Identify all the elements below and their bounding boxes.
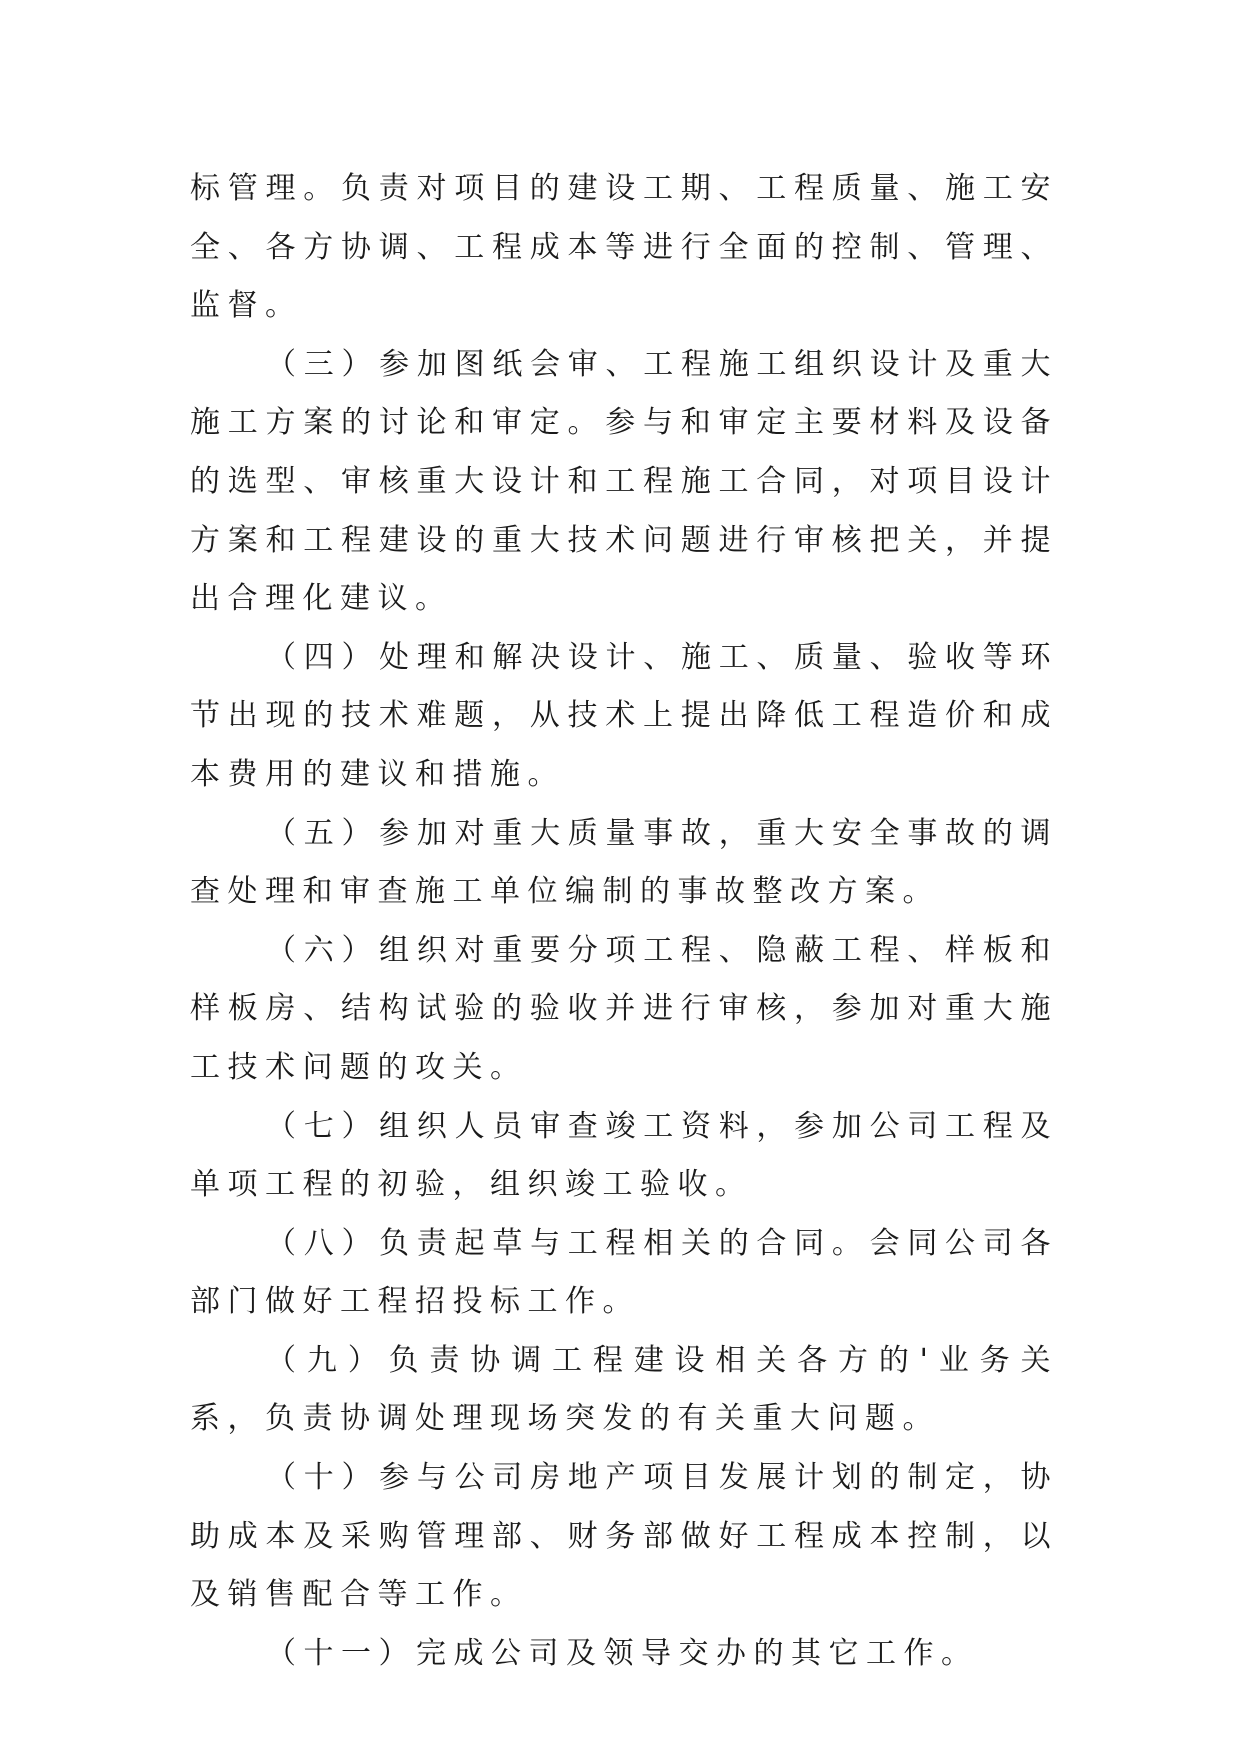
paragraph-item-9: （九）负责协调工程建设相关各方的'业务关系，负责协调处理现场突发的有关重大问题。 [190,1342,1058,1437]
paragraph-continuation: 标管理。负责对项目的建设工期、工程质量、施工安全、各方协调、工程成本等进行全面的控制、管理、监督。 [190,171,1058,324]
paragraph-item-11: （十一）完成公司及领导交办的其它工作。 [266,1635,979,1671]
paragraph-item-10: （十）参与公司房地产项目发展计划的制定，协助成本及采购管理部、财务部做好工程成本控制，以及销售配合等工作。 [190,1460,1058,1613]
paragraph-item-6: （六）组织对重要分项工程、隐蔽工程、样板和样板房、结构试验的验收并进行审核，参加对重大施工技术问题的攻关。 [190,932,1058,1085]
paragraph-item-8: （八）负责起草与工程相关的合同。会同公司各部门做好工程招投标工作。 [190,1225,1058,1320]
paragraph-item-5: （五）参加对重大质量事故，重大安全事故的调查处理和审查施工单位编制的事故整改方案。 [190,815,1058,910]
paragraph-item-4: （四）处理和解决设计、施工、质量、验收等环节出现的技术难题，从技术上提出降低工程造价和成本费用的建议和措施。 [190,639,1058,792]
paragraph-item-3: （三）参加图纸会审、工程施工组织设计及重大施工方案的讨论和审定。参与和审定主要材料及设备的选型、审核重大设计和工程施工合同，对项目设计方案和工程建设的重大技术问题进行审核把关，并提出合理化建议。 [190,346,1058,617]
paragraph-item-7: （七）组织人员审查竣工资料，参加公司工程及单项工程的初验，组织竣工验收。 [190,1108,1058,1203]
document-body [190,160,1058,1683]
